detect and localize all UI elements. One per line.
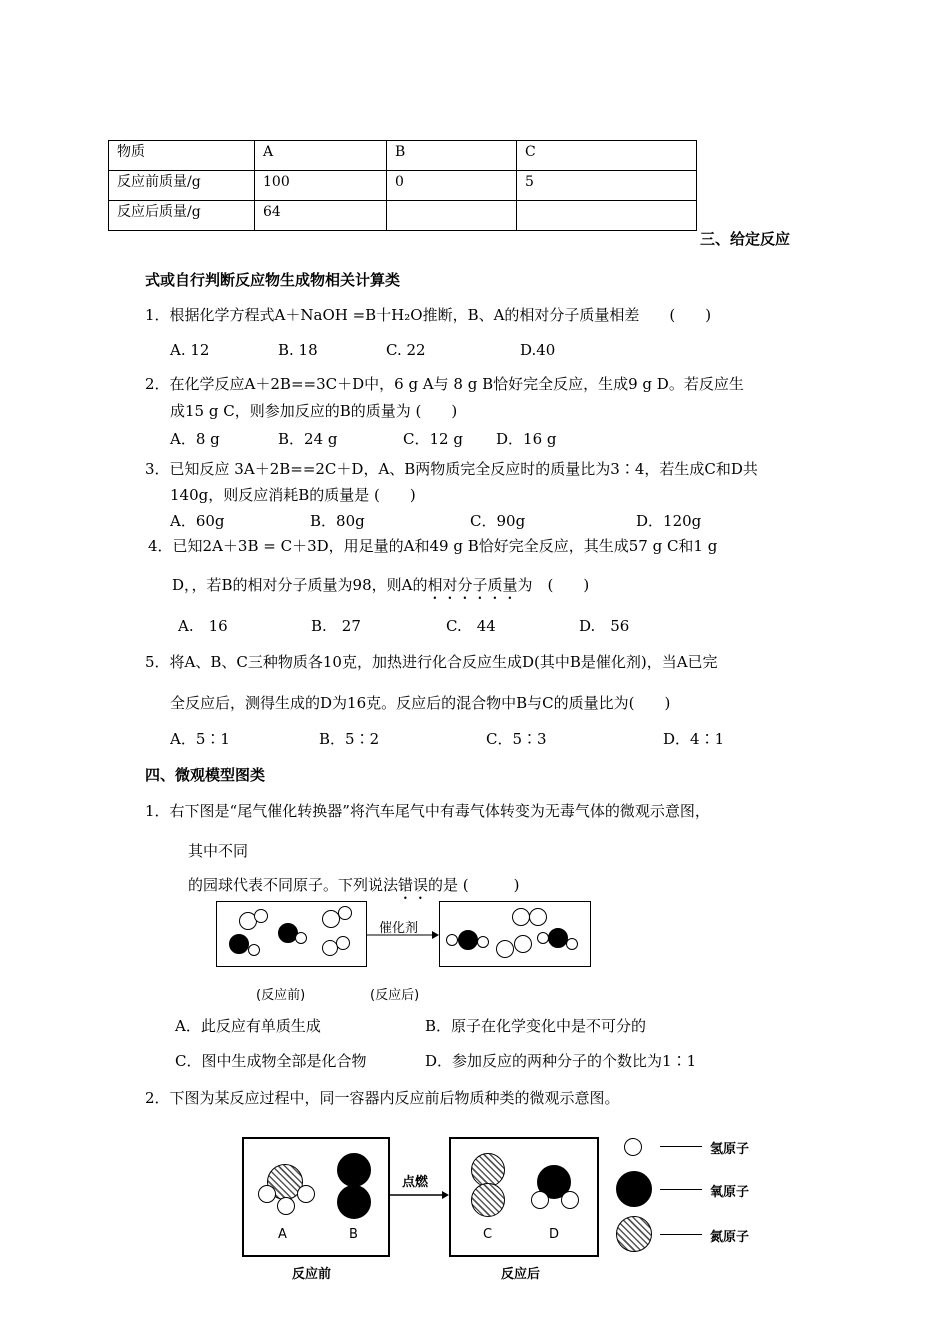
q3-4-line2: D，，若B的相对分子质量为98，则A的相对分子质量为 ( ) xyxy=(172,576,590,594)
q4-2-stem: 2．下图为某反应过程中，同一容器内反应前后物质种类的微观示意图。 xyxy=(145,1089,620,1107)
q3-2-option-b: B．24 g xyxy=(278,430,338,448)
table-cell xyxy=(517,201,697,231)
q3-3-line1: 3．已知反应 3A＋2B==2C＋D，A、B两物质完全反应时的质量比为3∶4，若生成C和D共 xyxy=(145,460,758,478)
table-row xyxy=(109,201,697,231)
hydrogen-atom xyxy=(258,1185,276,1203)
q3-4-option-a: A. 16 xyxy=(178,617,228,635)
white-atom xyxy=(477,936,489,948)
after-reaction-box xyxy=(439,901,591,967)
hydrogen-atom xyxy=(561,1191,579,1209)
legend-line xyxy=(660,1146,702,1147)
q3-3-option-a: A．60g xyxy=(170,512,225,530)
q3-1-option-b: B. 18 xyxy=(278,341,318,359)
table-cell: 物质 xyxy=(109,141,255,171)
white-atom xyxy=(248,944,260,956)
before-reaction-box xyxy=(216,901,367,967)
emphasis-text: 错误 xyxy=(398,876,429,894)
q4-1-option-a: A．此反应有单质生成 xyxy=(175,1017,321,1035)
q3-5-option-c: C．5∶3 xyxy=(486,730,547,748)
nitrogen-atom xyxy=(471,1153,505,1187)
q4-1-line2: 其中不同 xyxy=(188,842,249,860)
hydrogen-atom xyxy=(531,1191,549,1209)
after-label: (反应后) xyxy=(370,988,420,1003)
table-cell: 0 xyxy=(387,171,517,201)
table-row xyxy=(109,171,697,201)
q4-1-line1: 1．右下图是“尾气催化转换器”将汽车尾气中有毒气体转变为无毒气体的微观示意图， xyxy=(145,802,710,820)
before-label-2: 反应前 xyxy=(292,1267,332,1282)
q3-1-option-d: D.40 xyxy=(520,341,556,359)
q4-1-line3: 的园球代表不同原子。下列说法错误的是 ( ) xyxy=(188,876,520,894)
mass-table xyxy=(108,140,697,231)
white-atom xyxy=(336,936,350,950)
q3-5-option-d: D．4∶1 xyxy=(663,730,725,748)
label-b: B xyxy=(349,1227,358,1242)
white-atom xyxy=(529,908,547,926)
oxygen-atom xyxy=(337,1153,371,1187)
table-cell: 100 xyxy=(255,171,387,201)
q3-1-stem: 1．根据化学方程式A＋NaOH =B十H₂O推断，B、A的相对分子质量相差 ( ) xyxy=(145,306,712,324)
oxygen-legend-icon xyxy=(616,1171,652,1207)
table-cell: A xyxy=(255,141,387,171)
black-atom xyxy=(229,934,249,954)
legend-nitrogen: 氮原子 xyxy=(710,1230,750,1245)
white-atom xyxy=(496,940,514,958)
table-cell: 5 xyxy=(517,171,697,201)
label-d: D xyxy=(549,1227,560,1242)
q3-3-option-b: B．80g xyxy=(310,512,365,530)
q4-1-option-d: D．参加反应的两种分子的个数比为1∶1 xyxy=(425,1052,697,1070)
black-atom xyxy=(548,928,568,948)
black-atom xyxy=(458,930,478,950)
table-cell: 64 xyxy=(255,201,387,231)
table-row xyxy=(109,141,697,171)
emphasis-text: 相对分子质量 xyxy=(427,576,518,594)
q3-5-line2: 全反应后，测得生成的D为16克。反应后的混合物中B与C的质量比为( ) xyxy=(170,694,671,712)
white-atom xyxy=(514,935,532,953)
white-atom xyxy=(295,932,307,944)
q3-2-line1: 2．在化学反应A＋2B==3C＋D中，6 g A与 8 g B恰好完全反应，生成9 g D。若反应生 xyxy=(145,375,744,393)
hydrogen-legend-icon xyxy=(624,1138,642,1156)
ignite-label: 点燃 xyxy=(402,1175,429,1190)
label-c: C xyxy=(483,1227,493,1242)
white-atom xyxy=(566,938,578,950)
table-cell: C xyxy=(517,141,697,171)
q3-2-option-d: D．16 g xyxy=(496,430,557,448)
q3-4-option-b: B. 27 xyxy=(311,617,361,635)
before-reaction-box-2 xyxy=(242,1137,390,1257)
table-cell: 反应前质量/g xyxy=(109,171,255,201)
table-cell: B xyxy=(387,141,517,171)
q4-1-option-c: C．图中生成物全部是化合物 xyxy=(175,1052,367,1070)
white-atom xyxy=(254,909,268,923)
white-atom xyxy=(446,934,458,946)
q4-1-option-b: B．原子在化学变化中是不可分的 xyxy=(425,1017,647,1035)
hydrogen-atom xyxy=(277,1197,295,1215)
white-atom xyxy=(338,906,352,920)
hydrogen-atom xyxy=(297,1185,315,1203)
nitrogen-atom xyxy=(471,1183,505,1217)
reaction-arrow xyxy=(366,930,440,940)
section3-title-part2: 式或自行判断反应物生成物相关计算类 xyxy=(145,271,401,289)
q3-4-option-d: D. 56 xyxy=(579,617,630,635)
white-atom xyxy=(512,908,530,926)
q3-2-option-a: A．8 g xyxy=(170,430,220,448)
q3-4-line1: 4．已知2A＋3B = C＋3D，用足量的A和49 g B恰好完全反应，其生成57 g C和1 g xyxy=(148,537,718,555)
nitrogen-legend-icon xyxy=(616,1216,652,1252)
q3-2-option-c: C．12 g xyxy=(403,430,463,448)
legend-oxygen: 氧原子 xyxy=(710,1185,750,1200)
section3-title-part1: 三、给定反应 xyxy=(700,230,791,248)
table-cell: 反应后质量/g xyxy=(109,201,255,231)
oxygen-atom xyxy=(337,1185,371,1219)
after-label-2: 反应后 xyxy=(501,1267,541,1282)
legend-line xyxy=(660,1234,702,1235)
q3-3-option-d: D．120g xyxy=(636,512,702,530)
q3-1-option-c: C. 22 xyxy=(386,341,426,359)
reaction-arrow xyxy=(390,1190,450,1200)
q3-2-line2: 成15 g C，则参加反应的B的质量为 ( ) xyxy=(170,402,458,420)
q3-5-line1: 5．将A、B、C三种物质各10克，加热进行化合反应生成D(其中B是催化剂)，当A已完 xyxy=(145,653,718,671)
q3-5-option-b: B．5∶2 xyxy=(319,730,380,748)
q3-3-option-c: C．90g xyxy=(470,512,526,530)
legend-hydrogen: 氢原子 xyxy=(710,1142,750,1157)
section4-title: 四、微观模型图类 xyxy=(145,766,266,784)
after-reaction-box-2 xyxy=(449,1137,599,1257)
q3-1-option-a: A. 12 xyxy=(170,341,210,359)
table-cell xyxy=(387,201,517,231)
q3-5-option-a: A．5∶1 xyxy=(170,730,230,748)
catalyst-label: 催化剂 xyxy=(379,921,419,936)
legend-line xyxy=(660,1189,702,1190)
before-label: (反应前) xyxy=(256,988,306,1003)
q3-3-line2: 140g，则反应消耗B的质量是 ( ) xyxy=(170,486,416,504)
q3-4-option-c: C. 44 xyxy=(446,617,496,635)
label-a: A xyxy=(278,1227,287,1242)
